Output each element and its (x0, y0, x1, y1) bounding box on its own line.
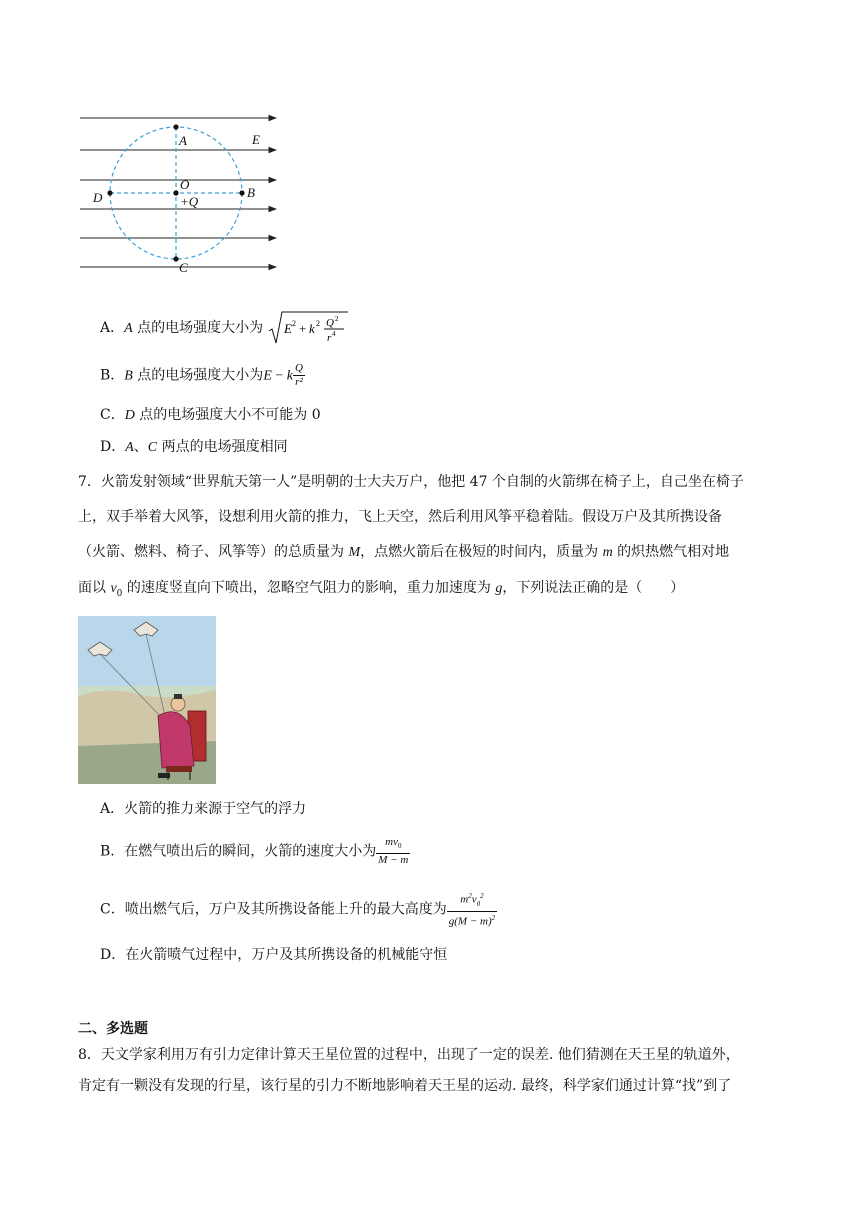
section-heading: 二、多选题 (78, 1021, 148, 1037)
svg-text:k: k (308, 321, 315, 336)
label-D: D (93, 190, 103, 205)
svg-text:+: + (298, 321, 306, 336)
electric-field-diagram (78, 110, 288, 275)
svg-text:r: r (326, 332, 331, 344)
svg-text:2: 2 (334, 315, 339, 323)
label-O: O (180, 177, 190, 192)
q7-line-1: 7．火箭发射领域“世界航天第一人”是明朝的士大夫万户，他把 47 个自制的火箭绑在椅子上，自己坐在椅子 (78, 474, 744, 490)
q6-option-d: D．A、C 两点的电场强度相同 (100, 439, 288, 455)
wanhu-illustration (78, 616, 216, 784)
svg-text:Q: Q (325, 317, 334, 329)
q8-line-1: 8．天文学家利用万有引力定律计算天王星位置的过程中，出现了一定的误差. 他们猜测在天王星的轨道外， (78, 1047, 740, 1063)
label-charge: +Q (180, 194, 199, 209)
label-C: C (179, 260, 188, 275)
point-B (239, 190, 244, 195)
q7-option-c: C．喷出燃气后，万户及其所携设备能上升的最大高度为 $\frac{m^2v_0^2}{g(M - m)^2}$ (100, 892, 496, 928)
label-E: E (252, 132, 260, 147)
svg-text:2: 2 (291, 319, 296, 328)
q6-option-a: A．A 点的电场强度大小为 E 2 + k 2 Q 2 r 4 (100, 309, 350, 347)
q7-line-2: 上，双手举着大风筝，设想利用火箭的推力，飞上天空，然后利用风筝平稳着陆。假设万户及其所携设备 (78, 509, 722, 525)
q6-option-c: C．D 点的电场强度大小不可能为 0 (100, 407, 321, 423)
point-O (173, 190, 178, 195)
q7-option-b: B．在燃气喷出后的瞬间，火箭的速度大小为 $\frac{mv_0}{M - m}$ (100, 836, 409, 867)
point-C (173, 256, 178, 261)
svg-text:2: 2 (315, 319, 320, 328)
label-A: A (179, 133, 187, 148)
point-D (107, 190, 112, 195)
q7-option-a: A．火箭的推力来源于空气的浮力 (100, 801, 307, 817)
q7-line-3: （火箭、燃料、椅子、风筝等）的总质量为 M，点燃火箭后在极短的时间内，质量为 m 的炽热燃气相对地 (78, 544, 730, 560)
q6-option-b: B．B 点的电场强度大小为E − k $\frac{Q}{\text{r²}}$ (100, 362, 303, 388)
svg-text:4: 4 (331, 330, 336, 338)
q8-line-2: 肯定有一颗没有发现的行星，该行星的引力不断地影响着天王星的运动. 最终，科学家们通过计算“找”到了 (78, 1078, 732, 1094)
q7-line-4: 面以 $v_0$ 的速度竖直向下喷出，忽略空气阻力的影响，重力加速度为 g，下列说法正确的是（ ） (78, 580, 685, 599)
point-A (173, 124, 178, 129)
svg-text:E: E (283, 321, 292, 336)
label-B: B (247, 185, 255, 200)
q7-option-d: D．在火箭喷气过程中，万户及其所携设备的机械能守恒 (100, 947, 448, 963)
formula-sqrt (268, 309, 350, 347)
